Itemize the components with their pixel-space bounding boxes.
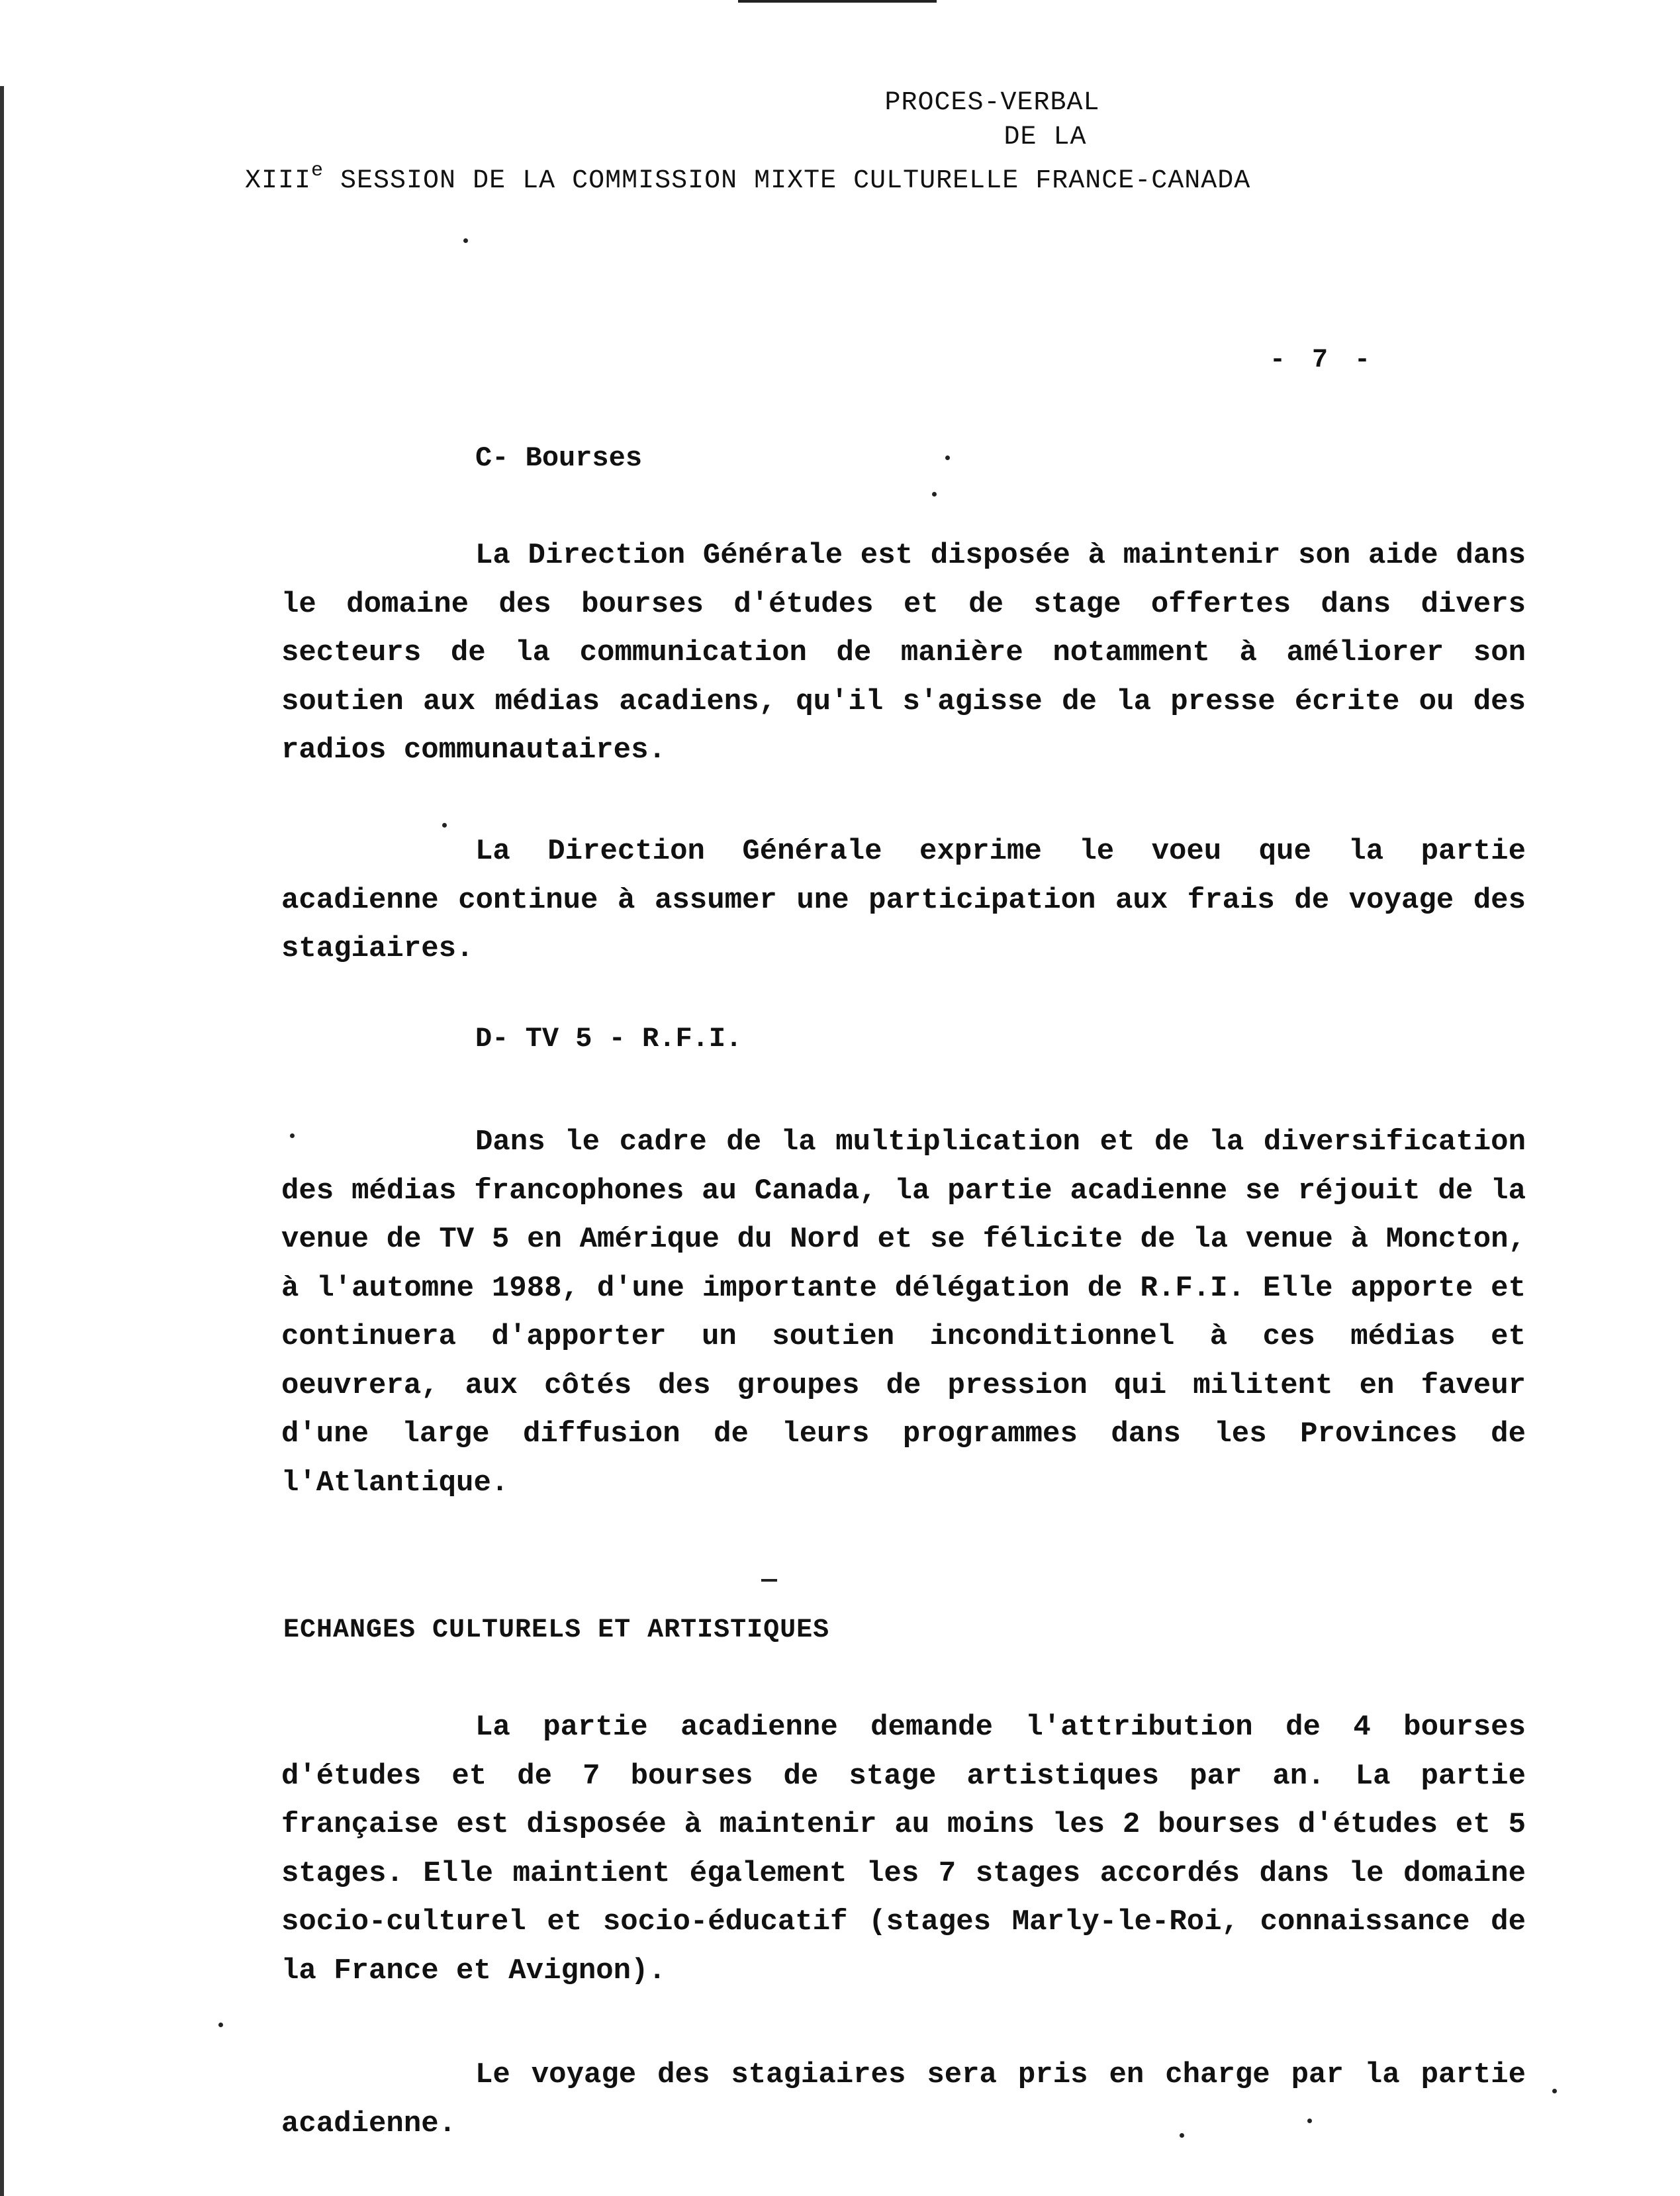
header-subtitle: DE LA [1003, 122, 1087, 152]
header-session-sup: e [311, 160, 324, 182]
scan-speck [945, 455, 950, 460]
header-session-number: XIII [245, 166, 312, 196]
header-session [245, 152, 1483, 200]
scan-speck [1180, 2133, 1184, 2138]
section-title-echanges: ECHANGES CULTURELS ET ARTISTIQUES [283, 1615, 830, 1645]
header-session-text: SESSION DE LA COMMISSION MIXTE CULTURELLE FRANCE-CANADA [324, 166, 1251, 196]
scan-speck [218, 2023, 223, 2027]
scan-speck [932, 492, 937, 497]
paragraph-bourses-2: La Direction Générale exprime le voeu que la partie acadienne continue à assumer une participation aux frais de voyage des stagiaires. [281, 835, 1526, 965]
scan-speck [290, 1133, 295, 1138]
scan-speck [442, 823, 447, 828]
header-title: PROCES-VERBAL [884, 88, 1100, 118]
paragraph-tv5-rfi: Dans le cadre de la multiplication et de la diversification des médias francophones au Canada, la partie acadienne se réjouit de la venue de TV 5 en Amérique du Nord et se félicite de la venue à Moncton, à l'automne 1988, d'une importante délégation de R.F.I. Elle apporte et continuera d'apporter un soutien inconditionnel à ces médias et oeuvrera, aux côtés des groupes de pression qui militent en faveur d'une large diffusion de leurs programmes dans les Provinces de l'Atlantique. [281, 1125, 1526, 1500]
scan-speck [761, 1579, 777, 1582]
paragraph-bourses-1: La Direction Générale est disposée à maintenir son aide dans le domaine des bourses d'études et de stage offertes dans divers secteurs de la communication de manière notamment à améliorer son soutien aux médias acadiens, qu'il s'agisse de la presse écrite ou des radios communautaires. [281, 539, 1526, 767]
paragraph-echanges-1: La partie acadienne demande l'attribution de 4 bourses d'études et de 7 bourses de stage artistiques par an. La partie française est disposée à maintenir au moins les 2 bourses d'études et 5 stages. Elle maintient également les 7 stages accordés dans le domaine socio-culturel et socio-éducatif (stages Marly-le-Roi, connaissance de la France et Avignon). [281, 1711, 1526, 1987]
scan-speck [1307, 2119, 1312, 2123]
scan-speck [463, 238, 468, 243]
section-heading-bourses: C- Bourses [475, 442, 643, 474]
paragraph-echanges-2: Le voyage des stagiaires sera pris en charge par la partie acadienne. [281, 2058, 1526, 2140]
section-heading-tv5-rfi: D- TV 5 - R.F.I. [475, 1023, 743, 1055]
scan-speck [1552, 2089, 1557, 2093]
page-number: - 7 - [1270, 346, 1376, 375]
top-rule [738, 0, 937, 3]
scan-edge [0, 86, 4, 2196]
